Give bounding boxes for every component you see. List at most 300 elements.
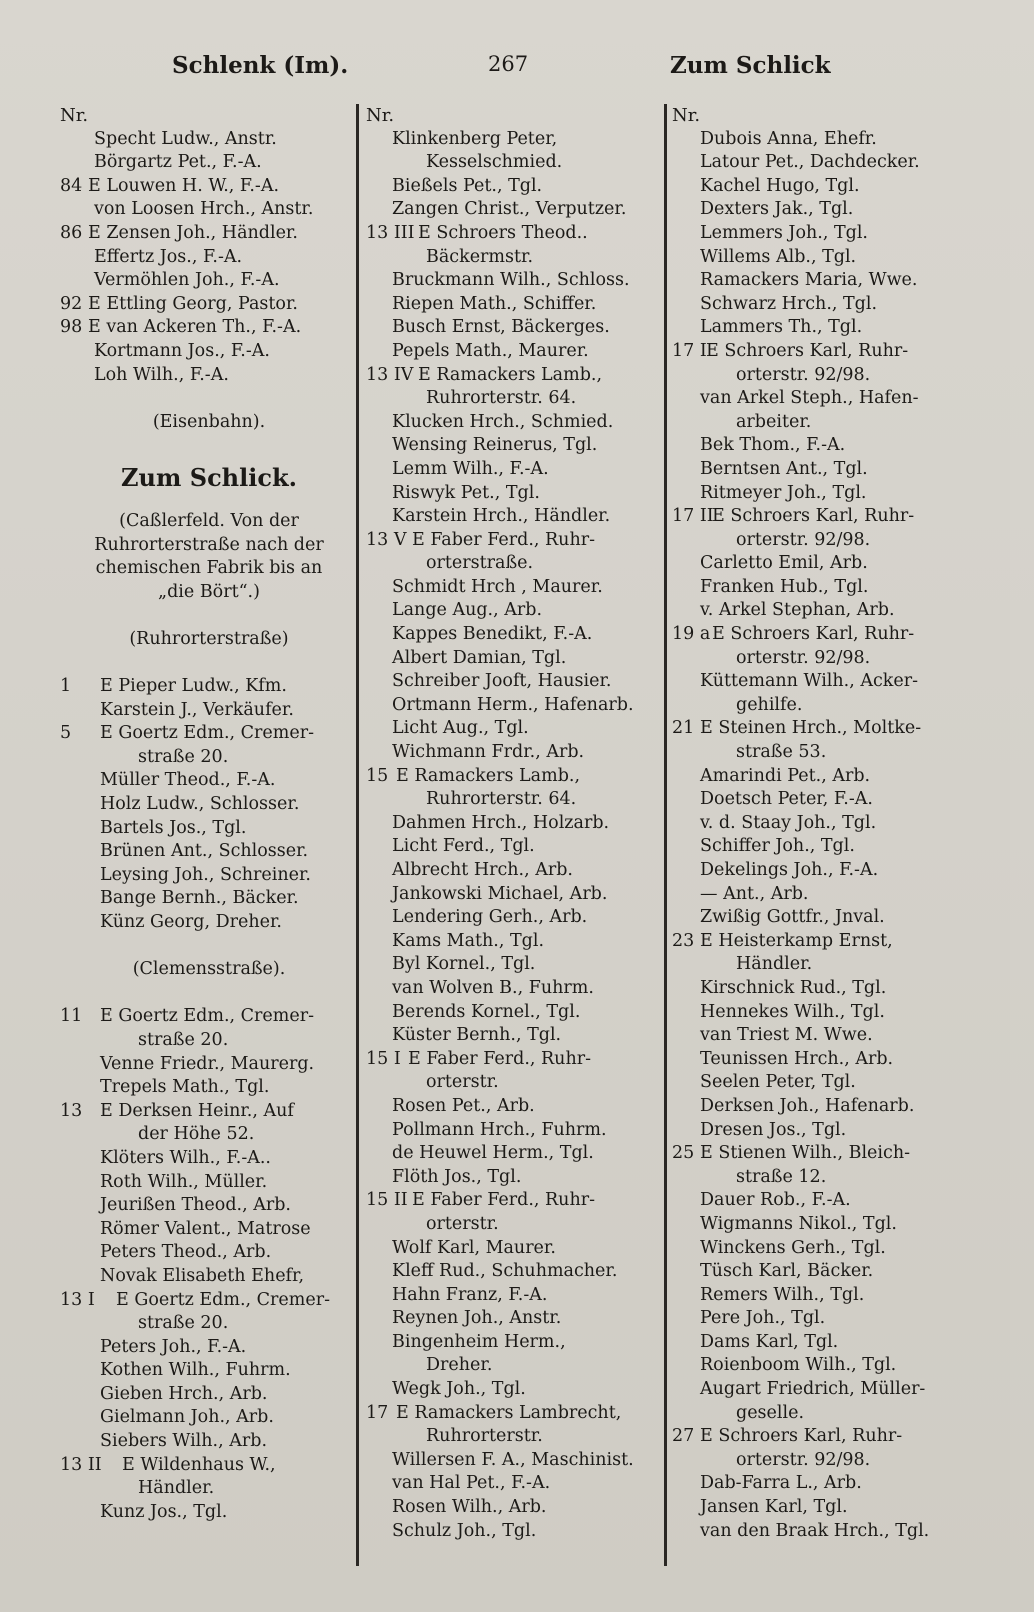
directory-entry	[672, 1378, 972, 1402]
directory-entry	[60, 1123, 358, 1147]
section-note: „die Bört“.)	[158, 581, 260, 602]
entry-text: Bäckermstr.	[426, 246, 534, 267]
directory-entry	[60, 198, 358, 222]
directory-entry	[366, 906, 658, 930]
entry-text: orterstr. 92/98.	[736, 529, 871, 550]
directory-entry	[366, 1520, 658, 1544]
directory-entry	[60, 222, 358, 246]
entry-text: Bek Thom., F.-A.	[700, 435, 846, 456]
directory-entry	[672, 1189, 972, 1213]
spacer	[60, 604, 358, 628]
entry-text: E Faber Ferd., Ruhr-	[412, 1190, 596, 1211]
entry-text: Effertz Jos., F.-A.	[94, 246, 243, 267]
directory-entry	[60, 1171, 358, 1195]
entry-text: Pepels Math., Maurer.	[392, 340, 589, 361]
directory-entry	[672, 812, 972, 836]
entry-text: Dekelings Joh., F.-A.	[700, 860, 879, 880]
directory-entry	[60, 1406, 358, 1430]
directory-entry	[366, 269, 658, 293]
spacer	[60, 935, 358, 959]
entry-text: Klöters Wilh., F.-A..	[100, 1147, 271, 1168]
directory-entry	[366, 812, 658, 836]
house-number: 11	[60, 1006, 83, 1027]
directory-entry	[366, 505, 658, 529]
entry-text: Doetsch Peter, F.-A.	[700, 789, 873, 810]
entry-text: Bartels Jos., Tgl.	[100, 817, 247, 838]
directory-entry	[672, 576, 972, 600]
directory-entry	[366, 576, 658, 600]
entry-text: Kams Math., Tgl.	[392, 930, 545, 951]
entry-text: Pere Joh., Tgl.	[700, 1308, 826, 1329]
directory-entry	[60, 1147, 358, 1171]
entry-text: Tüsch Karl, Bäcker.	[700, 1261, 874, 1282]
entry-text: Leysing Joh., Schreiner.	[100, 864, 311, 885]
entry-text: Ramackers Maria, Wwe.	[700, 270, 918, 291]
directory-entry	[366, 670, 658, 694]
directory-entry	[672, 434, 972, 458]
entry-text: E Goertz Edm., Cremer-	[100, 723, 314, 744]
entry-text: Kappes Benedikt, F.-A.	[392, 624, 593, 645]
directory-entry	[60, 793, 358, 817]
entry-text: E Heisterkamp Ernst,	[700, 930, 893, 951]
directory-entry	[672, 552, 972, 576]
entry-text: Carletto Emil, Arb.	[700, 553, 868, 574]
entry-text: E Schroers Theod..	[418, 222, 588, 243]
entry-text: Riswyk Pet., Tgl.	[392, 482, 540, 503]
entry-text: Lemm Wilh., F.-A.	[392, 458, 549, 479]
directory-entry	[366, 175, 658, 199]
entry-text: van Wolven B., Fuhrm.	[392, 977, 594, 998]
entry-text: Zangen Christ., Verputzer.	[392, 199, 627, 220]
entry-text: Siebers Wilh., Arb.	[100, 1431, 268, 1452]
directory-entry	[366, 1095, 658, 1119]
entry-text: Specht Ludw., Anstr.	[94, 128, 277, 149]
directory-entry	[672, 883, 972, 907]
entry-text: Roth Wilh., Müller.	[100, 1171, 268, 1192]
entry-text: Derksen Joh., Hafenarb.	[700, 1095, 915, 1116]
entry-text: E Wildenhaus W.,	[122, 1454, 276, 1475]
entry-text: Hahn Franz, F.-A.	[392, 1284, 548, 1305]
directory-entry	[672, 175, 972, 199]
entry-text: Gieben Hrch., Arb.	[100, 1383, 268, 1404]
entry-text: Klucken Hrch., Schmied.	[392, 411, 614, 432]
entry-text: — Ant., Arb.	[700, 883, 809, 904]
spacer	[60, 498, 358, 510]
directory-entry	[672, 906, 972, 930]
entry-text: Peters Joh., F.-A.	[100, 1336, 247, 1357]
entry-text: Seelen Peter, Tgl.	[700, 1072, 856, 1093]
directory-entry	[366, 340, 658, 364]
directory-entry	[366, 293, 658, 317]
entry-text: Rosen Wilh., Arb.	[392, 1497, 547, 1518]
directory-entry	[60, 1289, 358, 1313]
entry-text: Bießels Pet., Tgl.	[392, 175, 543, 196]
directory-entry	[672, 1284, 972, 1308]
directory-entry	[672, 694, 972, 718]
entry-text: Jansen Karl, Tgl.	[700, 1497, 848, 1518]
entry-text: straße 20.	[138, 746, 229, 767]
directory-entry	[366, 977, 658, 1001]
directory-entry	[672, 1472, 972, 1496]
entry-text: Busch Ernst, Bäckerges.	[392, 317, 610, 338]
entry-text: van den Braak Hrch., Tgl.	[700, 1520, 930, 1541]
entry-text: Wensing Reinerus, Tgl.	[392, 435, 598, 456]
entry-text: E Pieper Ludw., Kfm.	[100, 676, 287, 697]
entry-text: Berntsen Ant., Tgl.	[700, 458, 868, 479]
section-note: (Clemensstraße).	[132, 959, 286, 980]
section-heading: Zum Schlick.	[121, 462, 297, 492]
directory-entry	[60, 1359, 358, 1383]
entry-text: straße 12.	[736, 1166, 827, 1187]
directory-entry	[672, 765, 972, 789]
entry-text: Kachel Hugo, Tgl.	[700, 175, 860, 196]
directory-entry	[672, 1119, 972, 1143]
directory-entry	[366, 1307, 658, 1331]
directory-entry	[366, 647, 658, 671]
directory-entry	[366, 930, 658, 954]
directory-entry	[366, 1496, 658, 1520]
section-note: (Ruhrorterstraße)	[129, 628, 289, 649]
directory-entry	[60, 1383, 358, 1407]
directory-entry	[60, 1005, 358, 1029]
directory-entry	[366, 482, 658, 506]
entry-text: Dubois Anna, Ehefr.	[700, 128, 877, 149]
entry-text: E Steinen Hrch., Moltke-	[700, 718, 922, 739]
entry-text: orterstraße.	[426, 553, 534, 574]
directory-entry	[60, 817, 358, 841]
entry-text: Händler.	[138, 1478, 215, 1499]
entry-text: der Höhe 52.	[138, 1124, 255, 1145]
directory-entry	[60, 316, 358, 340]
entry-text: Venne Friedr., Maurerg.	[100, 1053, 315, 1074]
directory-entry	[60, 1501, 358, 1525]
spacer	[60, 387, 358, 411]
entry-text: Wolf Karl, Maurer.	[392, 1237, 556, 1258]
house-number: 13 I	[60, 1289, 95, 1310]
directory-entry	[60, 769, 358, 793]
directory-entry	[366, 246, 658, 270]
entry-text: orterstr. 92/98.	[736, 364, 871, 385]
entry-text: van Triest M. Wwe.	[700, 1025, 873, 1046]
house-number: 13 III	[366, 222, 415, 243]
directory-entry	[672, 269, 972, 293]
directory-entry	[60, 746, 358, 770]
house-number: 17	[366, 1402, 389, 1423]
house-number: 1	[60, 676, 72, 697]
directory-entry	[60, 293, 358, 317]
directory-entry	[366, 1048, 658, 1072]
directory-entry	[672, 623, 972, 647]
directory-entry	[60, 699, 358, 723]
directory-entry	[672, 1166, 972, 1190]
entry-text: arbeiter.	[736, 411, 812, 432]
directory-entry	[672, 529, 972, 553]
entry-text: de Heuwel Herm., Tgl.	[392, 1143, 594, 1164]
entry-text: Römer Valent., Matrose	[100, 1218, 311, 1239]
house-number: 98	[60, 317, 83, 338]
entry-text: Karstein Hrch., Händler.	[392, 506, 611, 527]
house-number: 21	[672, 718, 695, 739]
entry-text: straße 20.	[138, 1029, 229, 1050]
directory-entry	[366, 1071, 658, 1095]
entry-text: Klinkenberg Peter,	[392, 128, 558, 149]
directory-entry	[366, 552, 658, 576]
directory-entry	[672, 1213, 972, 1237]
entry-text: Flöth Jos., Tgl.	[392, 1166, 522, 1187]
entry-text: Bingenheim Herm.,	[392, 1331, 566, 1352]
directory-entry	[672, 1449, 972, 1473]
column-3	[672, 104, 972, 1543]
directory-entry	[366, 1213, 658, 1237]
directory-entry	[366, 529, 658, 553]
entry-text: Loh Wilh., F.-A.	[94, 364, 229, 385]
directory-entry	[672, 741, 972, 765]
directory-entry	[672, 670, 972, 694]
entry-text: E Schroers Karl, Ruhr-	[712, 506, 915, 527]
directory-entry	[366, 765, 658, 789]
house-number: 19 a	[672, 624, 711, 645]
directory-entry	[366, 623, 658, 647]
directory-entry	[60, 1336, 358, 1360]
directory-entry	[672, 387, 972, 411]
directory-entry	[60, 1312, 358, 1336]
directory-entry	[672, 505, 972, 529]
entry-text: Küttemann Wilh., Acker-	[700, 671, 919, 692]
directory-entry	[366, 1472, 658, 1496]
directory-entry	[672, 1354, 972, 1378]
entry-text: Bange Bernh., Bäcker.	[100, 888, 299, 909]
entry-text: Dauer Rob., F.-A.	[700, 1190, 851, 1211]
entry-text: straße 20.	[138, 1313, 229, 1334]
house-number: 13	[60, 1100, 83, 1121]
entry-text: Kesselschmied.	[426, 152, 563, 173]
directory-entry	[366, 1001, 658, 1025]
entry-text: Albert Damian, Tgl.	[392, 647, 567, 668]
house-number: 25	[672, 1143, 695, 1164]
directory-entry	[60, 1265, 358, 1289]
column-1	[60, 104, 358, 1524]
entry-text: Lammers Th., Tgl.	[700, 317, 863, 338]
house-number: 27	[672, 1426, 695, 1447]
house-number: 23	[672, 930, 695, 951]
directory-entry	[672, 835, 972, 859]
entry-text: E Goertz Edm., Cremer-	[116, 1289, 330, 1310]
directory-entry	[672, 1095, 972, 1119]
entry-text: Vermöhlen Joh., F.-A.	[94, 270, 280, 291]
directory-entry	[672, 1260, 972, 1284]
entry-text: Berends Kornel., Tgl.	[392, 1001, 581, 1022]
entry-text: E Derksen Heinr., Auf	[100, 1100, 294, 1121]
entry-text: Willersen F. A., Maschinist.	[392, 1449, 634, 1470]
directory-entry	[60, 864, 358, 888]
directory-entry	[672, 977, 972, 1001]
directory-entry	[60, 1194, 358, 1218]
entry-text: Schreiber Jooft, Hausier.	[392, 671, 612, 692]
entry-text: E van Ackeren Th., F.-A.	[88, 317, 302, 338]
directory-entry	[672, 717, 972, 741]
entry-text: Albrecht Hrch., Arb.	[392, 860, 573, 880]
directory-entry	[366, 1378, 658, 1402]
directory-entry	[672, 246, 972, 270]
directory-entry	[366, 599, 658, 623]
directory-entry	[60, 340, 358, 364]
house-number: 13 IV	[366, 364, 414, 385]
entry-text: Händler.	[736, 954, 813, 975]
entry-text: Jeurißen Theod., Arb.	[100, 1195, 291, 1216]
directory-entry	[366, 694, 658, 718]
entry-text: Peters Theod., Arb.	[100, 1242, 272, 1263]
directory-entry	[672, 1071, 972, 1095]
entry-text: Ruhrorterstr.	[426, 1426, 543, 1447]
entry-text: Wigmanns Nikol., Tgl.	[700, 1213, 897, 1234]
entry-text: Gielmann Joh., Arb.	[100, 1407, 274, 1428]
directory-entry	[366, 1284, 658, 1308]
entry-text: E Schroers Karl, Ruhr-	[712, 624, 915, 645]
directory-entry	[60, 246, 358, 270]
directory-entry	[672, 1331, 972, 1355]
house-number: 13 II	[60, 1454, 102, 1475]
entry-text: Amarindi Pet., Arb.	[700, 765, 871, 786]
directory-entry	[60, 675, 358, 699]
entry-text: Schmidt Hrch , Maurer.	[392, 576, 603, 597]
entry-text: Ruhrorterstr. 64.	[426, 789, 577, 810]
entry-text: Kortmann Jos., F.-A.	[94, 340, 270, 361]
entry-text: Wichmann Frdr., Arb.	[392, 742, 585, 763]
entry-text: Latour Pet., Dachdecker.	[700, 152, 920, 173]
directory-entry	[60, 364, 358, 388]
entry-text: Schwarz Hrch., Tgl.	[700, 293, 878, 314]
entry-text: E Ettling Georg, Pastor.	[88, 293, 298, 314]
entry-text: straße 53.	[736, 742, 827, 763]
entry-text: Pollmann Hrch., Fuhrm.	[392, 1119, 607, 1140]
entry-text: Ruhrorterstr. 64.	[426, 388, 577, 409]
directory-entry	[366, 222, 658, 246]
directory-entry	[60, 1100, 358, 1124]
entry-text: Kleff Rud., Schuhmacher.	[392, 1261, 618, 1282]
entry-text: E Ramackers Lambrecht,	[396, 1402, 622, 1423]
directory-entry	[60, 1241, 358, 1265]
entry-text: v. d. Staay Joh., Tgl.	[700, 812, 877, 833]
entry-text: Jankowski Michael, Arb.	[392, 883, 608, 904]
section-note: (Caßlerfeld. Von der	[119, 510, 299, 531]
directory-entry	[60, 175, 358, 199]
directory-entry	[672, 364, 972, 388]
directory-entry	[366, 434, 658, 458]
entry-text: Licht Ferd., Tgl.	[392, 836, 535, 857]
entry-text: Franken Hub., Tgl.	[700, 576, 869, 597]
entry-text: orterstr. 92/98.	[736, 647, 871, 668]
house-number: 17 II	[672, 506, 714, 527]
entry-text: orterstr.	[426, 1213, 499, 1234]
entry-text: v. Arkel Stephan, Arb.	[700, 600, 895, 621]
directory-entry	[366, 741, 658, 765]
entry-text: Dab-Farra L., Arb.	[700, 1473, 862, 1494]
directory-entry	[366, 953, 658, 977]
entry-text: Hennekes Wilh., Tgl.	[700, 1001, 885, 1022]
directory-entry	[672, 198, 972, 222]
directory-entry	[60, 1218, 358, 1242]
column-label: Nr.	[672, 105, 701, 126]
entry-text: Dams Karl, Tgl.	[700, 1331, 839, 1352]
spacer	[60, 982, 358, 1006]
directory-entry	[60, 151, 358, 175]
directory-entry	[672, 1425, 972, 1449]
house-number: 84	[60, 175, 83, 196]
directory-entry	[366, 1024, 658, 1048]
entry-text: Kothen Wilh., Fuhrm.	[100, 1360, 291, 1381]
entry-text: Teunissen Hrch., Arb.	[700, 1048, 894, 1069]
directory-entry	[366, 717, 658, 741]
directory-entry	[672, 340, 972, 364]
directory-entry	[366, 458, 658, 482]
directory-entry	[672, 1142, 972, 1166]
house-number: 92	[60, 293, 83, 314]
entry-text: Wegk Joh., Tgl.	[392, 1379, 526, 1400]
directory-entry	[366, 128, 658, 152]
directory-entry	[672, 222, 972, 246]
directory-entry	[60, 840, 358, 864]
entry-text: Schiffer Joh., Tgl.	[700, 836, 855, 857]
directory-entry	[60, 1076, 358, 1100]
directory-entry	[672, 458, 972, 482]
directory-entry	[672, 1520, 972, 1544]
directory-entry	[60, 1454, 358, 1478]
directory-entry	[60, 1029, 358, 1053]
entry-text: Schulz Joh., Tgl.	[392, 1520, 537, 1541]
entry-text: Roienboom Wilh., Tgl.	[700, 1355, 897, 1376]
directory-entry	[366, 1260, 658, 1284]
house-number: 15 II	[366, 1190, 408, 1211]
directory-entry	[672, 316, 972, 340]
spacer	[60, 651, 358, 675]
directory-entry	[60, 1053, 358, 1077]
entry-text: E Zensen Joh., Händler.	[88, 222, 298, 243]
directory-entry	[366, 1119, 658, 1143]
directory-entry	[366, 835, 658, 859]
entry-text: orterstr. 92/98.	[736, 1449, 871, 1470]
directory-entry	[60, 887, 358, 911]
directory-entry	[672, 599, 972, 623]
entry-text: von Loosen Hrch., Anstr.	[94, 199, 314, 220]
entry-text: Zwißig Gottfr., Jnval.	[700, 907, 885, 928]
entry-text: Ritmeyer Joh., Tgl.	[700, 482, 867, 503]
entry-text: Willems Alb., Tgl.	[700, 246, 857, 267]
entry-text: Lange Aug., Arb.	[392, 600, 543, 621]
entry-text: Novak Elisabeth Ehefr,	[100, 1265, 305, 1286]
entry-text: Müller Theod., F.-A.	[100, 770, 276, 791]
directory-entry	[672, 411, 972, 435]
entry-text: Holz Ludw., Schlosser.	[100, 794, 300, 815]
section-note: chemischen Fabrik bis an	[95, 558, 323, 579]
entry-text: E Schroers Karl, Ruhr-	[700, 1426, 903, 1447]
house-number: 13 V	[366, 529, 407, 550]
entry-text: Remers Wilh., Tgl.	[700, 1284, 865, 1305]
page-number: 267	[488, 52, 529, 76]
entry-text: van Hal Pet., F.-A.	[392, 1473, 551, 1494]
directory-entry	[60, 911, 358, 935]
directory-entry	[366, 788, 658, 812]
entry-text: Reynen Joh., Anstr.	[392, 1308, 562, 1329]
directory-entry	[672, 1496, 972, 1520]
directory-entry	[672, 1024, 972, 1048]
directory-entry	[366, 1331, 658, 1355]
directory-entry	[60, 269, 358, 293]
entry-text: Licht Aug., Tgl.	[392, 718, 529, 739]
entry-text: Dahmen Hrch., Holzarb.	[392, 812, 610, 833]
column-label: Nr.	[60, 105, 89, 126]
entry-text: E Goertz Edm., Cremer-	[100, 1006, 314, 1027]
entry-text: gehilfe.	[736, 694, 803, 715]
